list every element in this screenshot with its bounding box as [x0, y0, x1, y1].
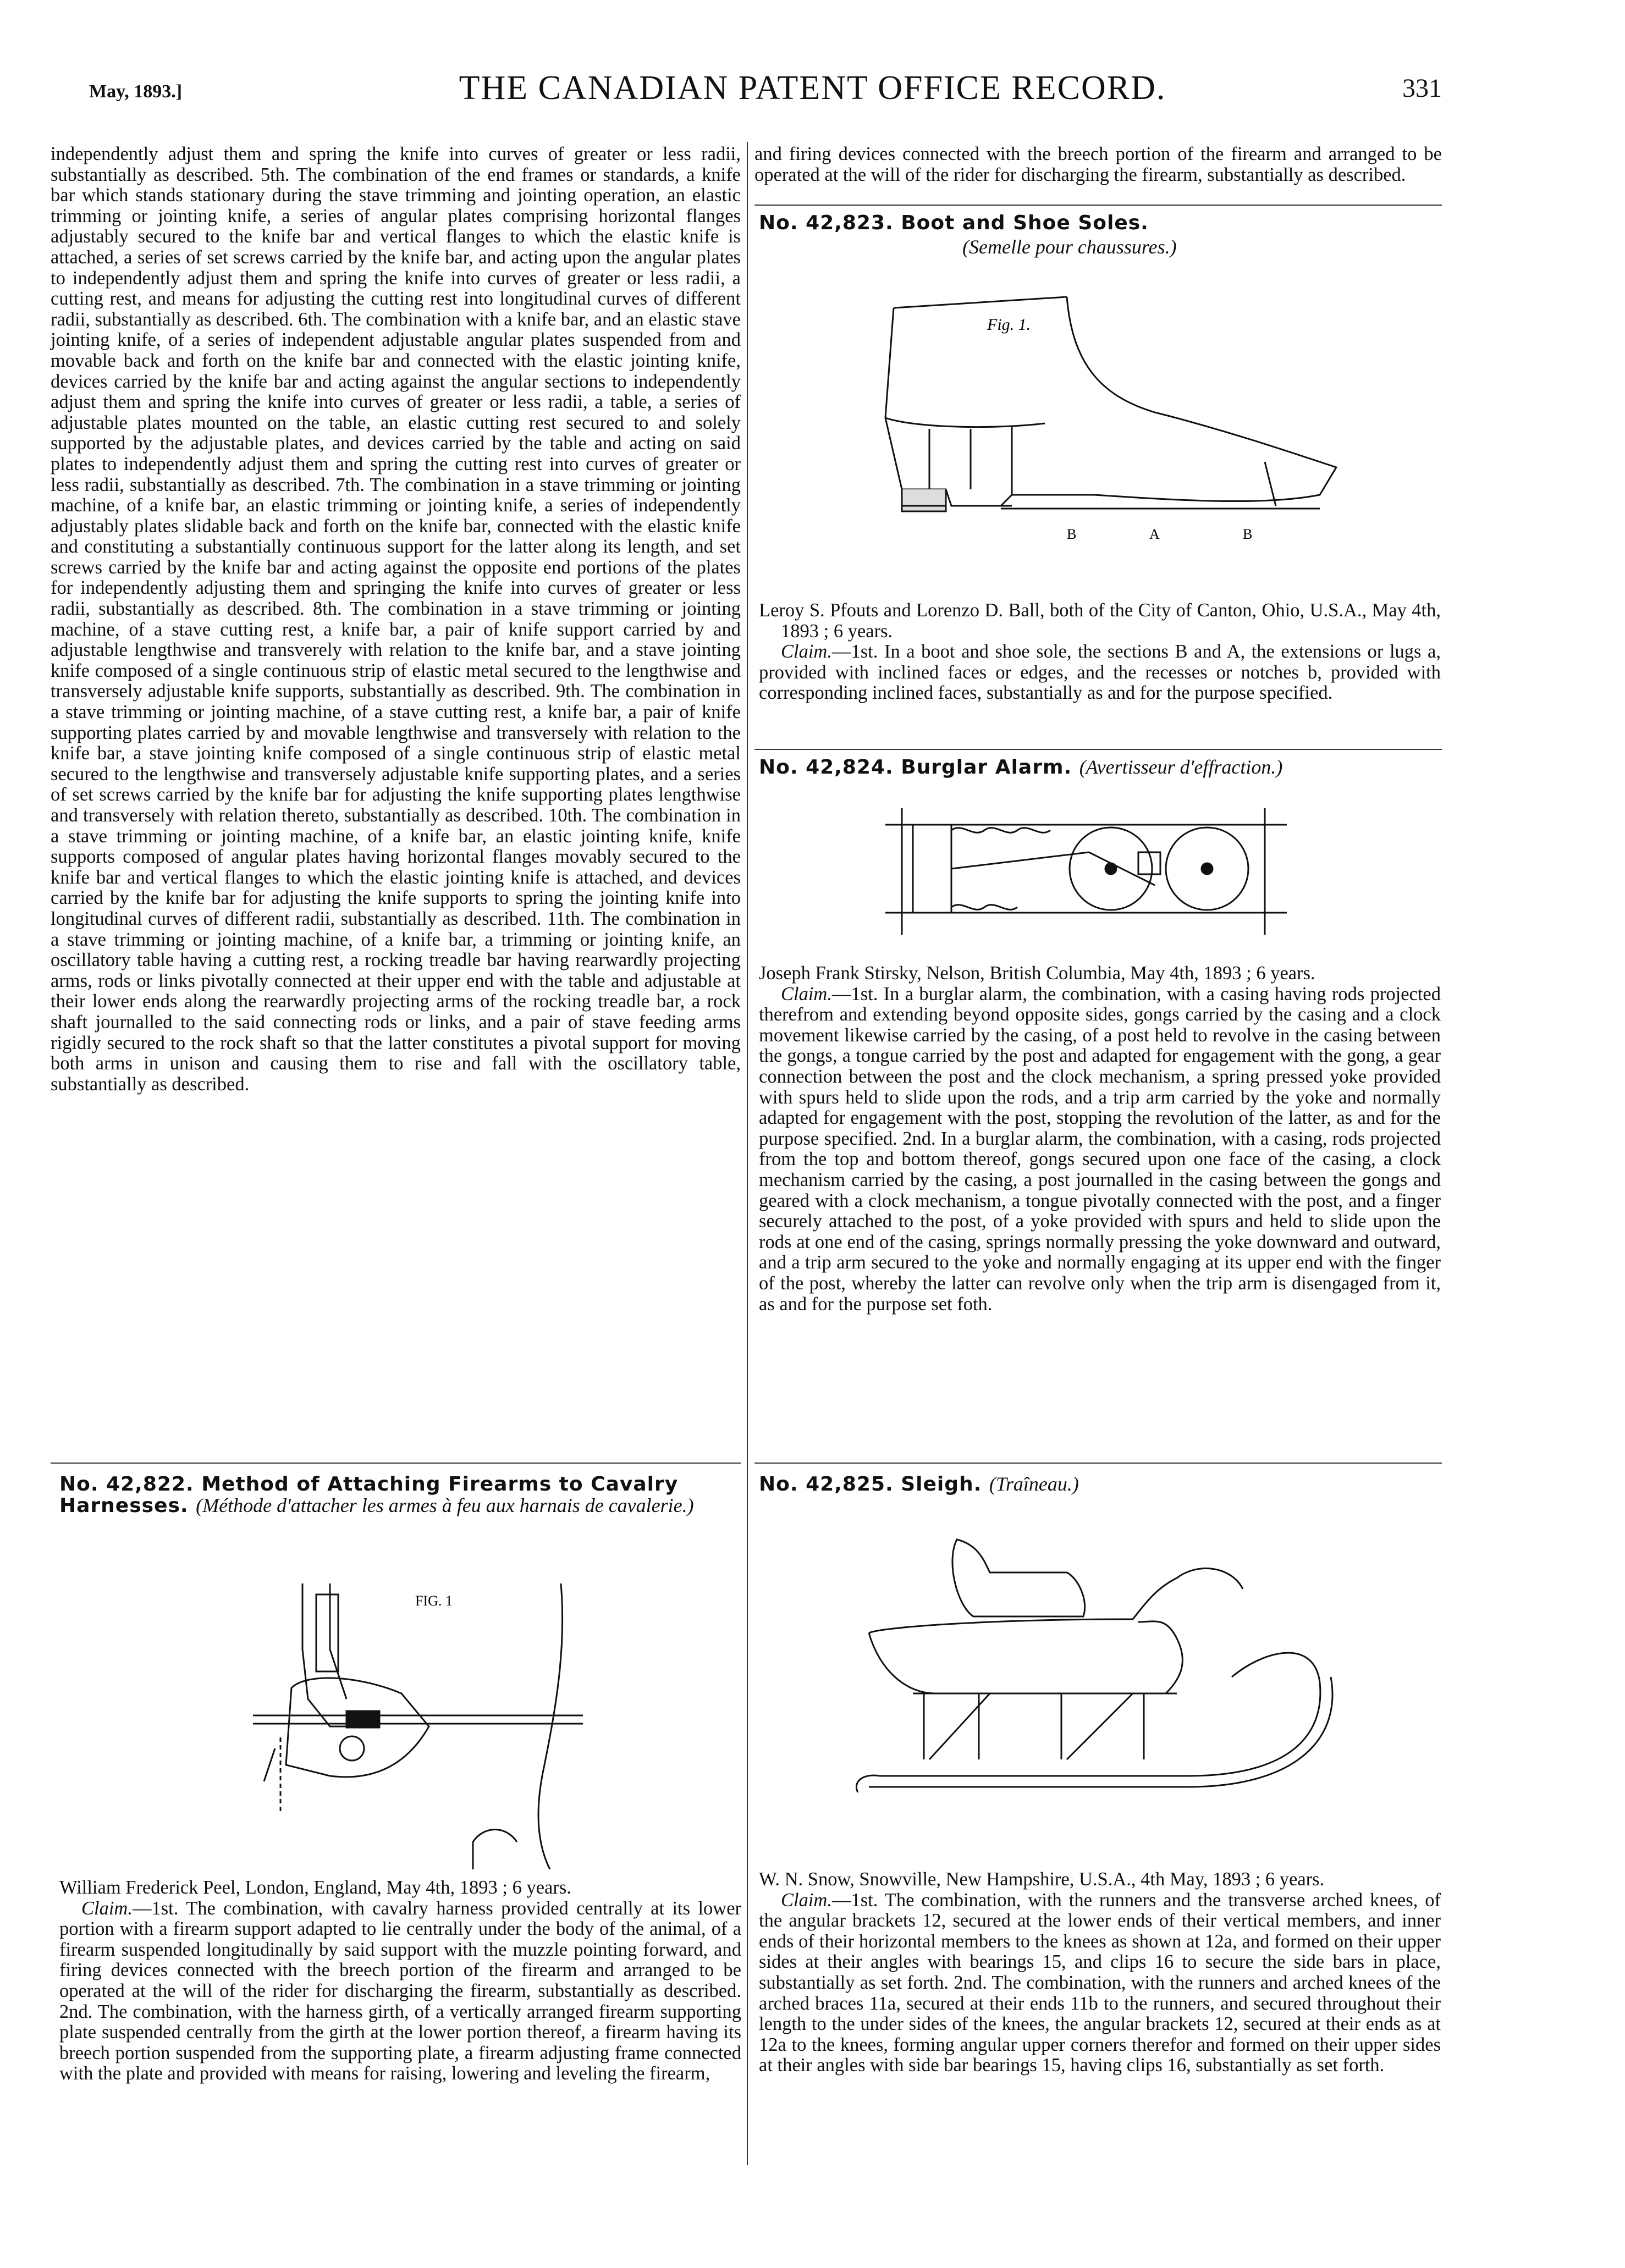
patent-825-claim-label: Claim. — [781, 1889, 832, 1911]
patent-824-title: Burglar Alarm. — [901, 756, 1079, 779]
patent-824-heading — [759, 757, 1441, 778]
continued-claims-text-right: and firing devices connected with the breech portion of the firearm and arranged to be operated at the will of the rider for discharging the firearm, substantially as described. — [754, 144, 1442, 185]
right-column-top — [754, 144, 1442, 185]
patent-822-fig-label: FIG. 1 — [415, 1593, 453, 1609]
patent-823-fig-label: Fig. 1. — [987, 316, 1031, 334]
page-title: THE CANADIAN PATENT OFFICE RECORD. — [459, 69, 1166, 107]
patent-823-title: Boot and Shoe Soles. — [901, 212, 1149, 234]
patent-822-claim — [59, 1899, 741, 2084]
svg-text:B: B — [1243, 526, 1253, 542]
patent-824-claim-text: —1st. In a burglar alarm, the combination, with a casing having rods projected therefrom and extending beyond opposite sides, gongs carried by the casing and a clock movement likewise carried by the casing, of a post held to revolve in the casing between the gongs, a tongue carried by the post and adapted for engagement with the gong, a gear connection between the post and the clock mechanism, a spring pressed yoke provided with spurs held to slide upon the rods, and a trip arm carried by the yoke and normally adapted for engagement with the post, stopping the revolution of the latter, as and for the purpose specified. 2nd. In a burglar alarm, the combination, with a casing, rods projected from the top and bottom thereof, gongs secured upon one face of the casing, a clock mechanism carried by the casing, a post journalled in the casing between the gongs and geared with a clock mechanism, a tongue pivotally connected with the post, and a finger securely attached to the post, of a yoke provided with spurs and held to slide upon the rods at one end of the casing, springs normally pressing the yoke downward and outward, and a trip arm secured to the yoke and normally engaging at its upper end with the finger of the post, whereby the latter can revolve only when the trip arm is disengaged from it, as and for the purpose set foth. — [759, 983, 1441, 1315]
section-rule — [754, 205, 1442, 206]
patent-823-subtitle — [962, 236, 1402, 257]
page-number: 331 — [1402, 74, 1442, 103]
patent-822-body — [59, 1878, 741, 2084]
patent-822-inventor: William Frederick Peel, London, England, May 4th, 1893 ; 6 years. — [59, 1877, 571, 1898]
svg-text:B: B — [1067, 526, 1077, 542]
sleigh-drawing — [847, 1528, 1358, 1836]
patent-822-title: Method of Attaching Firearms to Cavalry Harnesses. — [59, 1473, 679, 1517]
patent-825-title: Sleigh. — [901, 1473, 989, 1496]
section-rule — [51, 1463, 741, 1464]
patent-825-body — [759, 1869, 1441, 2076]
patent-822-heading — [59, 1474, 741, 1516]
patent-822-figure — [165, 1583, 632, 1869]
patent-825-inventor: W. N. Snow, Snowville, New Hampshire, U.S.A., 4th May, 1893 ; 6 years. — [759, 1869, 1325, 1890]
patent-823-claim-label: Claim. — [781, 641, 832, 663]
patent-822-french-title: (Méthode d'attacher les armes à feu aux harnais de cavalerie.) — [196, 1494, 694, 1516]
patent-824-figure — [880, 792, 1298, 957]
issue-date: May, 1893.] — [89, 81, 183, 102]
patent-825-claim-text: —1st. The combination, with the runners and the transverse arched knees, of the angular brackets 12, secured at the lower ends of their vertical members, and inner ends of their horizontal members to the knees as shown at 12a, and formed on their upper sides at their angles with bearings 15, and clips 16 to secure the side bars in place, substantially as set forth. 2nd. The combination, with the runners and arched knees of the arched braces 11a, secured at their ends 11b to the runners, and secured throughout their length to the under sides of the knees, the angular brackets 12, secured at their ends as at 12a to the knees, forming angular upper corners therefor and formed on their upper sides at their angles with side bar bearings 15, having clips 16, substantially as set forth. — [759, 1889, 1441, 2076]
patent-822-claim-text: —1st. The combination, with cavalry harness provided centrally at its lower portion with a firearm support adapted to lie centrally under the body of the animal, of a firearm suspended longitudinally by said support with the muzzle pointing forward, and firing devices connected with the breech portion of the firearm and arranged to be operated at the will of the rider for discharging the firearm, substantially as described. 2nd. The combination, with the harness girth, of a vertically arranged firearm supporting plate suspended centrally from the girth at the lower portion thereof, a firearm having its breech portion suspended from the supporting plate, a firearm adjusting frame connected with the plate and provided with means for raising, lowering and leveling the firearm, — [59, 1897, 741, 2084]
patent-823-inventor: Leroy S. Pfouts and Lorenzo D. Ball, both of the City of Canton, Ohio, U.S.A., May 4th, 1893 ; 6 years. — [759, 600, 1441, 642]
patent-824-body — [759, 963, 1441, 1315]
section-rule — [754, 749, 1442, 750]
continued-claims-text: independently adjust them and spring the knife into curves of greater or less radii, substantially as described. 5th. The combination of the end frames or standards, a knife bar which stands stationary during the stave trimming and jointing operation, an elastic trimming or jointing knife, a series of angular plates comprising horizontal flanges adjustably secured to the knife bar and vertical flanges to which the elastic knife is attached, a series of set screws carried by the knife bar, and acting upon the angular plates to independently adjust them and spring the knife into curves of greater or less radii, a cutting rest, and means for adjusting the cutting rest into longitudinal curves of different radii, substantially as described. 6th. The combination with a knife bar, and an elastic stave jointing knife, of a series of independent adjustable angular plates suspended from and movable back and forth on the knife bar and connected with the elastic jointing knife, devices carried by the knife bar and acting against the angular sections to independently adjust them and spring the knife into curves of greater or less radii, a table, a series of adjustable plates mounted on the table, an elastic cutting rest secured to and solely supported by the adjustable plates, and devices carried by the table and acting on said plates to independently adjust them and spring the cutting rest into curves of greater or less radii, substantially as described. 7th. The combination in a stave trimming or jointing machine, of a knife bar, an elastic trimming or jointing knife, a series of independently adjustably plates slidable back and forth on the knife bar, connected with the elastic knife and constituting a substantially continuous support for the latter along its length, and set screws carried by the knife bar and acting against the opposite end portions of the plates for independently adjusting them and springing the knife into curves of greater or less radii, substantially as described. 8th. The combination in a stave trimming or jointing machine, of a stave cutting rest, a knife bar, a pair of knife support carried by and adjustable lengthwise and transverely with relation to the knife bar, and a stave jointing knife composed of a single continuous strip of elastic metal secured to the lengthwise and transversely adjustable knife supports, substantially as described. 9th. The combination in a stave trimming or jointing machine, of a stave cutting rest, a knife bar, a pair of knife supporting plates carried by and movable lengthwise and transversely with relation to the knife bar, a stave jointing knife composed of a single continuous strip of elastic metal secured to the lengthwise and transversely adjustable knife supporting plates, and a series of set screws carried by the knife bar for adjusting the knife supporting plates lengthwise and transversely with relation thereto, substantially as described. 10th. The combination in a stave trimming or jointing machine, of a knife bar, an elastic jointing knife, knife supports composed of angular plates having horizontal flanges movably secured to the knife bar and vertical flanges to which the elastic jointing knife is attached, and devices carried by the knife bar for adjusting the knife supports to spring the jointing knife into longitudinal curves of different radii, substantially as described. 11th. The combination in a stave trimming or jointing machine, of a knife bar, a trimming or jointing knife, an oscillatory table having a cutting rest, a rocking treadle bar having rearwardly projecting arms, rods or links pivotally connected at their upper end with the table and adjustable at their lower ends along the rearwardly projecting arms of the rocking treadle bar, a rock shaft journalled to the said connecting rods or links, and a pair of stave feeding arms rigidly secured to the rock shaft so that the latter constitutes a pivotal support for moving both arms in unison and causing them to rise and fall with the oscillatory table, substantially as described. — [51, 144, 741, 1095]
svg-text:A: A — [1149, 526, 1160, 542]
patent-823-claim — [759, 642, 1441, 704]
patent-822-number: No. 42,822. — [59, 1473, 202, 1496]
patent-824-claim — [759, 984, 1441, 1315]
patent-823-french-title: (Semelle pour chaussures.) — [962, 236, 1177, 258]
column-divider — [747, 142, 748, 2165]
firearm-harness-drawing — [165, 1583, 632, 1869]
left-column — [51, 144, 741, 1095]
patent-822-claim-label: Claim. — [81, 1897, 133, 1919]
patent-823-figure — [836, 264, 1375, 594]
patent-823-number: No. 42,823. — [759, 212, 901, 234]
burglar-alarm-drawing — [880, 792, 1298, 957]
patent-825-claim — [759, 1890, 1441, 2076]
patent-824-inventor: Joseph Frank Stirsky, Nelson, British Columbia, May 4th, 1893 ; 6 years. — [759, 963, 1315, 984]
patent-825-number: No. 42,825. — [759, 1473, 901, 1496]
patent-823-heading — [759, 212, 1441, 234]
patent-823-body — [759, 600, 1441, 704]
boot-sole-drawing — [836, 264, 1375, 594]
patent-823-claim-text: —1st. In a boot and shoe sole, the sections B and A, the extensions or lugs a, provided with inclined faces or edges, and the recesses or notches b, provided with corresponding inclined faces, substantially as and for the purpose specified. — [759, 641, 1441, 704]
patent-824-number: No. 42,824. — [759, 756, 901, 779]
patent-825-heading — [759, 1474, 1441, 1495]
section-rule — [754, 1463, 1442, 1464]
patent-824-french-title: (Avertisseur d'effraction.) — [1079, 756, 1283, 778]
patent-825-figure — [847, 1528, 1358, 1836]
patent-825-french-title: (Traîneau.) — [989, 1473, 1079, 1495]
patent-824-claim-label: Claim. — [781, 983, 832, 1005]
